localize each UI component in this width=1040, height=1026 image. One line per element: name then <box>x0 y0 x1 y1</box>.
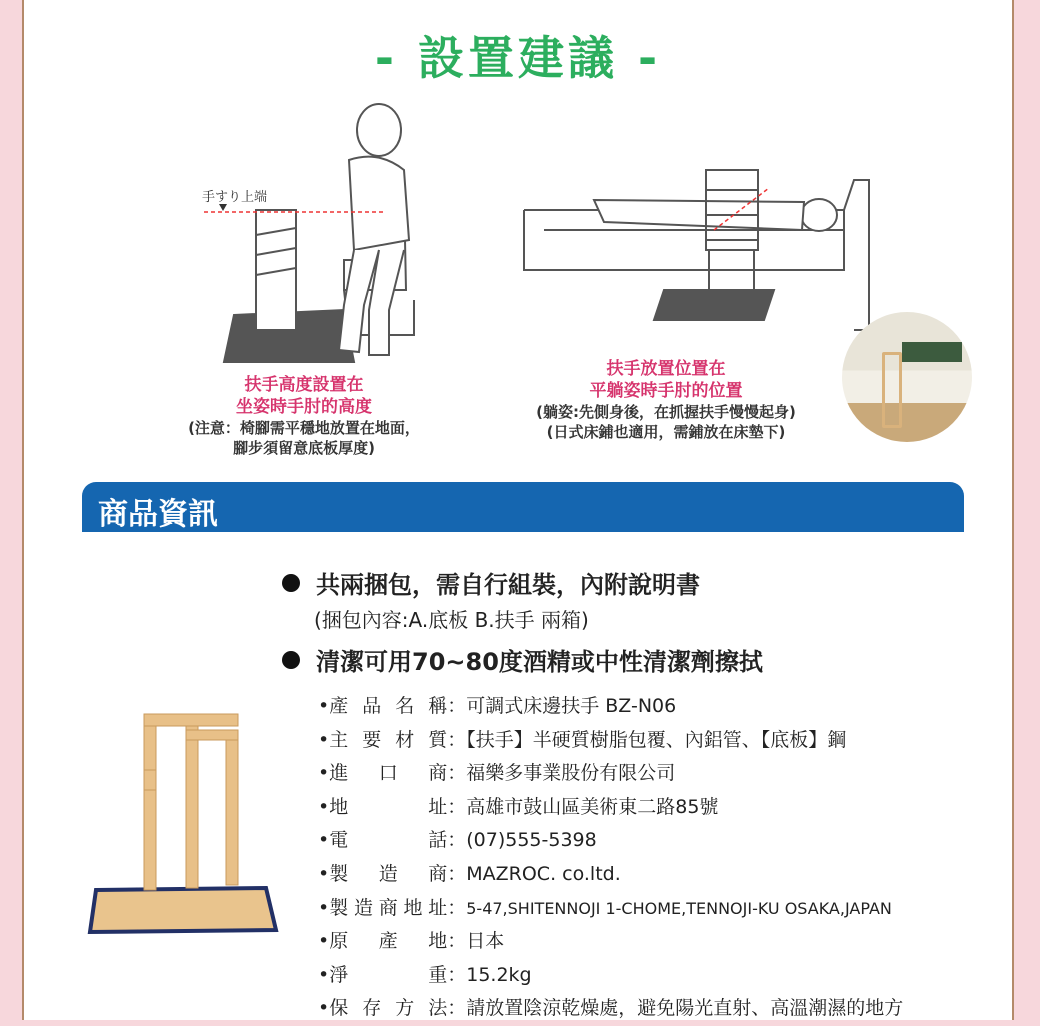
content-panel <box>22 0 1014 1020</box>
spec-label: 保存方法 <box>329 997 448 1020</box>
spec-label: 進口商 <box>329 762 448 785</box>
spec-row: •淨重：15.2kg <box>318 959 903 993</box>
spec-row: •產品名稱：可調式床邊扶手 BZ-N06 <box>318 690 903 724</box>
left-caption-line3: (注意：椅腳需平穩地放置在地面， <box>188 419 420 437</box>
bullet-item <box>282 565 700 600</box>
spec-label: 原產地 <box>329 930 448 953</box>
spec-row: •製造商：MAZROC. co.ltd. <box>318 858 903 892</box>
spec-row: •地址：高雄市鼓山區美術東二路85號 <box>318 791 903 825</box>
bullet-text: 清潔可用70~80度酒精或中性清潔劑擦拭 <box>316 648 763 676</box>
spec-value: 【扶手】半硬質樹脂包覆、內鋁管、【底板】鋼 <box>466 728 847 751</box>
spec-row: •電話：(07)555-5398 <box>318 824 903 858</box>
spec-label: 電話 <box>329 829 448 852</box>
spec-label: 製造商 <box>329 862 448 885</box>
left-caption <box>174 374 434 458</box>
spec-label: 產品名稱 <box>329 695 448 717</box>
right-caption-line4: (日式床鋪也適用，需鋪放在床墊下) <box>546 423 786 441</box>
bullet-dot-icon <box>282 574 300 592</box>
spec-row: •保存方法：請放置陰涼乾燥處，避免陽光直射、高溫潮濕的地方 <box>318 992 903 1026</box>
spec-label: 淨重 <box>329 963 448 986</box>
bullet-item <box>282 642 763 677</box>
spec-value: 福樂多事業股份有限公司 <box>466 762 676 785</box>
product-photo <box>76 700 294 960</box>
product-info-title: 商品資訊 <box>98 497 218 532</box>
right-caption-line3: (躺姿:先側身後，在抓握扶手慢慢起身) <box>536 403 796 421</box>
spec-row: •進口商：福樂多事業股份有限公司 <box>318 757 903 791</box>
bullet-text: 共兩捆包，需自行組裝，內附說明書 <box>316 571 700 599</box>
spec-row: •製造商地址：5-47,SHITENNOJI 1-CHOME,TENNOJI-KU OSAKA,JAPAN <box>318 892 903 926</box>
right-caption-line2: 平躺姿時手肘的位置 <box>589 381 743 401</box>
product-info-banner <box>82 482 964 532</box>
spec-value: 15.2kg <box>466 963 532 986</box>
left-caption-line4: 腳步須留意底板厚度) <box>233 439 375 457</box>
bullet-dot-icon <box>282 651 300 669</box>
seated-handrail-illustration <box>174 100 434 370</box>
right-caption-line1: 扶手放置位置在 <box>606 359 726 379</box>
left-caption-line2: 坐姿時手肘的高度 <box>236 397 372 417</box>
spec-row: •主要材質：【扶手】半硬質樹脂包覆、內鋁管、【底板】鋼 <box>318 724 903 758</box>
spec-list <box>318 690 903 1026</box>
section-title: - 設置建議 - <box>374 31 662 85</box>
spec-label: 地址 <box>329 795 448 818</box>
handrail-top-label: 手すり上端 <box>202 190 268 205</box>
spec-label: 製造商地址 <box>329 896 448 919</box>
spec-value: 請放置陰涼乾燥處，避免陽光直射、高溫潮濕的地方 <box>466 997 904 1020</box>
right-caption <box>496 358 836 442</box>
futon-photo <box>842 312 972 442</box>
spec-value: MAZROC. co.ltd. <box>466 862 621 885</box>
spec-value: 高雄市鼓山區美術東二路85號 <box>466 795 719 818</box>
spec-value: (07)555-5398 <box>466 829 597 852</box>
package-note: (捆包內容:A.底板 B.扶手 兩箱) <box>314 608 589 632</box>
spec-row: •原產地：日本 <box>318 925 903 959</box>
left-caption-line1: 扶手高度設置在 <box>244 375 364 395</box>
spec-value: 可調式床邊扶手 BZ-N06 <box>466 695 677 717</box>
spec-value: 日本 <box>466 930 505 953</box>
spec-label: 主要材質 <box>329 728 448 751</box>
spec-value: 5-47,SHITENNOJI 1-CHOME,TENNOJI-KU OSAKA,JAPAN <box>466 898 892 918</box>
lying-bed-illustration <box>514 160 874 340</box>
